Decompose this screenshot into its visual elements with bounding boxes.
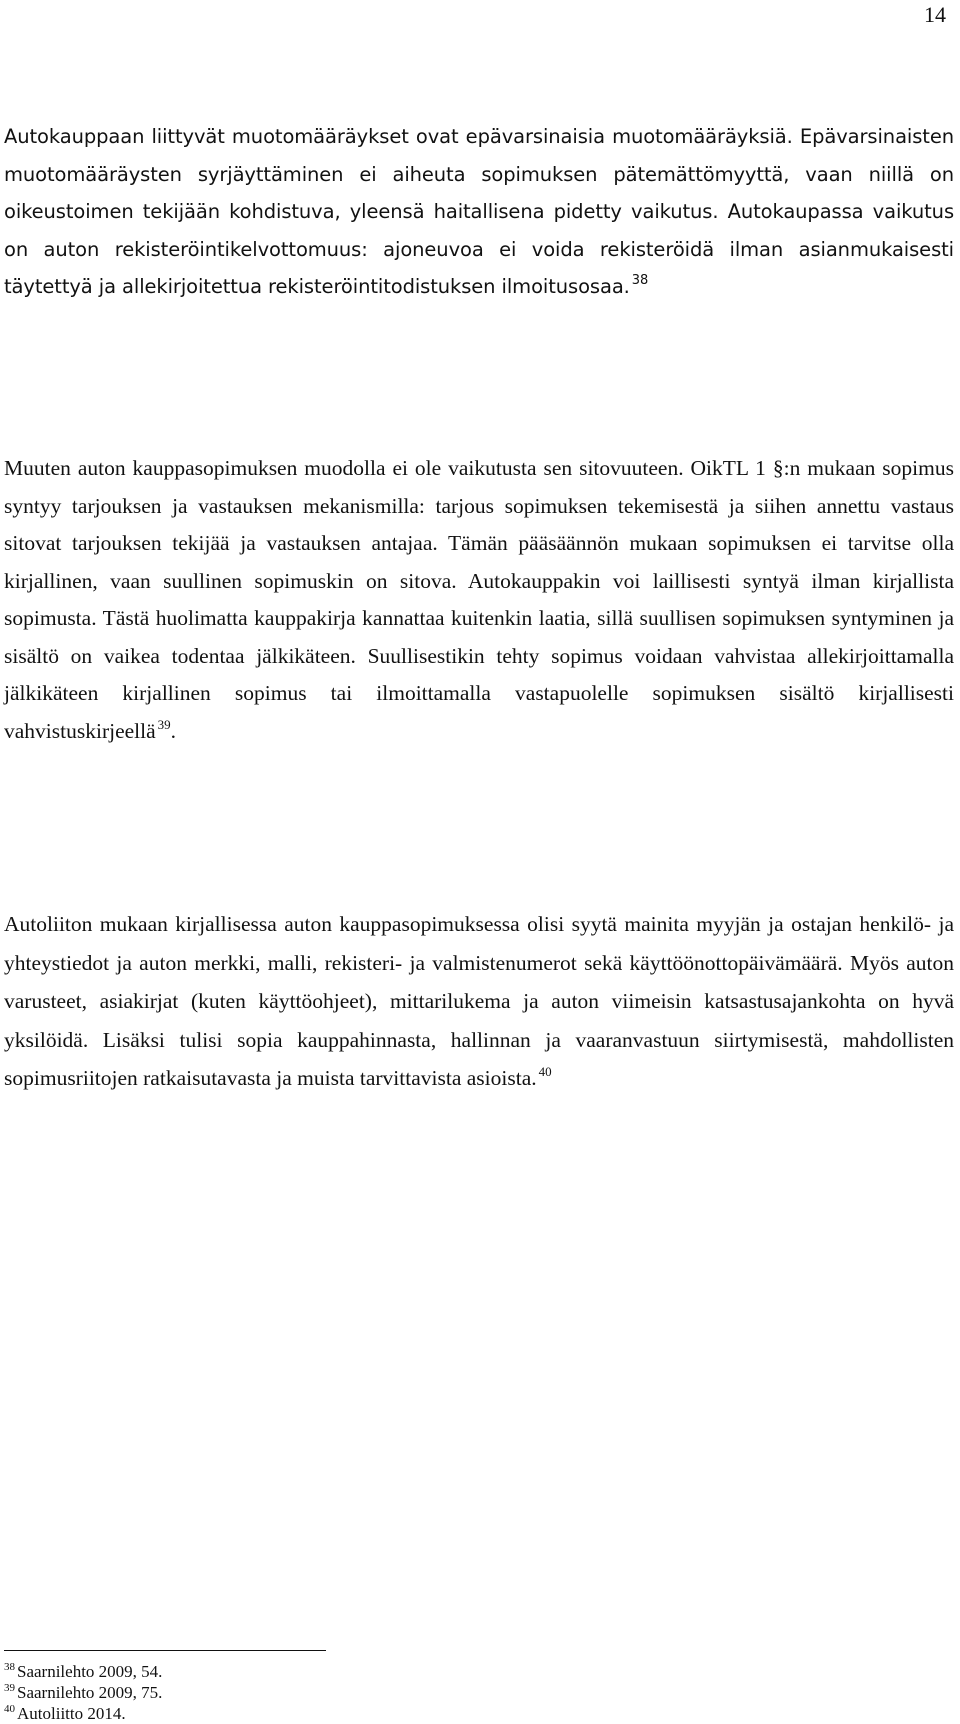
footnote-ref-39: 39: [157, 716, 171, 732]
paragraph-2-after: .: [170, 718, 177, 743]
footnote-item: [4, 1703, 162, 1724]
footnote-number: 38: [4, 1661, 15, 1673]
paragraph-1-text: Autokauppaan liittyvät muotomääräykset ovat epävarsinaisia muotomääräyksiä. Epävarsinaisten muotomääräysten syrjäyttäminen ei aiheuta sopimuksen pätemättömyyttä, vaan niillä on oikeustoimen tekijään kohdistuva, yleensä haitallisena pidetty vaikutus. Autokaupassa vaikutus on auton rekisteröintikelvottomuus: ajoneuvoa ei voida rekisteröidä ilman asianmukaisesti täytettyä ja allekirjoitettua rekisteröintitodistuksen ilmoitusosaa.: [4, 125, 954, 298]
footnote-text: Saarnilehto 2009, 54.: [17, 1662, 163, 1681]
paragraph-2: [4, 450, 954, 750]
footnote-text: Saarnilehto 2009, 75.: [17, 1683, 163, 1702]
paragraph-1: [4, 118, 954, 306]
paragraph-2-text: Muuten auton kauppasopimuksen muodolla ei ole vaikutusta sen sitovuuteen. OikTL 1 §:n mukaan sopimus syntyy tarjouksen ja vastauksen mekanismilla: tarjous sopimuksen tekemisestä ja siihen annettu vastaus sitovat tarjouksen tekijää ja vastauksen antajaa. Tämän pääsäännön mukaan sopimuksen ei tarvitse olla kirjallinen, vaan suullinen sopimuskin on sitova. Autokauppakin voi laillisesti syntyä ilman kirjallista sopimusta. Tästä huolimatta kauppakirja kannattaa kuitenkin laatia, sillä suullisen sopimuksen syntyminen ja sisältö on vaikea todentaa jälkikäteen. Suullisestikin tehty sopimus voidaan vahvistaa allekirjoittamalla jälkikäteen kirjallinen sopimus tai ilmoittamalla vastapuolelle sopimuksen sisältö kirjallisesti vahvistuskirjeellä: [4, 456, 954, 743]
paragraph-3-text: Autoliiton mukaan kirjallisessa auton kauppasopimuksessa olisi syytä mainita myyjän ja ostajan henkilö- ja yhteystiedot ja auton merkki, malli, rekisteri- ja valmistenumerot sekä käyttöönottopäivämäärä. Myös auton varusteet, asiakirjat (kuten käyttöohjeet), mittarilukema ja auton viimeisin katsastusajankohta on hyvä yksilöidä. Lisäksi tulisi sopia kauppahinnasta, hallinnan ja vaaranvastuun siirtymisestä, mahdollisten sopimusriitojen ratkaisutavasta ja muista tarvittavista asioista.: [4, 912, 954, 1090]
page-number: 14: [924, 2, 946, 27]
footnotes-list: [4, 1661, 162, 1724]
footnote-ref-40: 40: [538, 1064, 552, 1079]
footnote-item: [4, 1682, 162, 1703]
footnote-number: 39: [4, 1682, 15, 1694]
footnote-item: [4, 1661, 162, 1682]
footnote-ref-38: 38: [631, 273, 649, 288]
paragraph-3: [4, 905, 954, 1098]
footnote-separator: [4, 1650, 326, 1651]
footnote-text: Autoliitto 2014.: [17, 1704, 126, 1723]
footnote-number: 40: [4, 1703, 15, 1715]
